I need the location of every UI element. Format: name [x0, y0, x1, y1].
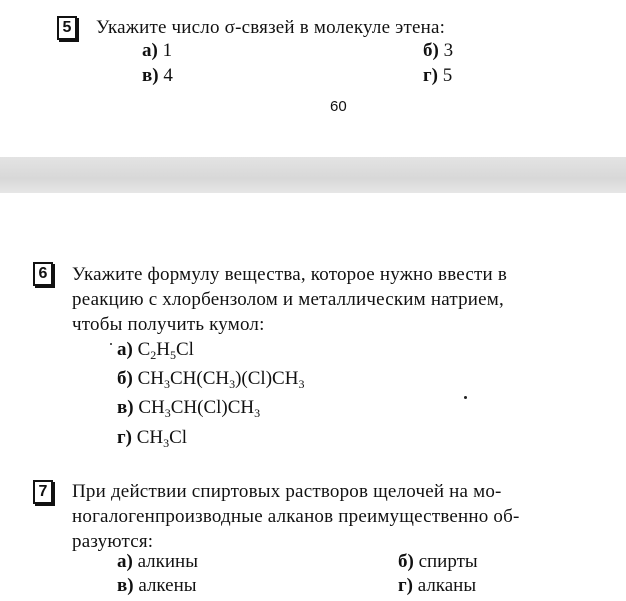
option-value: алкены — [138, 575, 197, 596]
print-speck — [464, 396, 467, 399]
question-7-line-3: разуются: — [72, 531, 154, 552]
q7-option-b — [398, 550, 478, 574]
option-value: 1 — [162, 40, 173, 61]
question-6-line-3: чтобы получить кумол: — [72, 314, 265, 335]
q5-option-a — [142, 39, 172, 63]
option-label: б) — [398, 551, 414, 572]
option-value: алкины — [137, 551, 198, 572]
question-7-line-1: При действии спиртовых растворов щелочей на мо- — [72, 481, 502, 502]
option-value: спирты — [418, 551, 478, 572]
q6-option-d — [117, 426, 187, 450]
formula: $C_2H_5Cl$ — [137, 339, 194, 362]
q6-option-b — [117, 367, 304, 391]
formula: $CH_3CH(CH_3)(Cl)CH_3$ — [137, 368, 305, 391]
q6-option-c — [117, 396, 260, 420]
q6-option-a — [117, 338, 194, 362]
question-number-5: 5 — [57, 16, 77, 40]
print-speck — [110, 343, 112, 345]
q5-option-c — [142, 64, 173, 88]
option-label: а) — [142, 40, 158, 61]
formula: $CH_3CH(Cl)CH_3$ — [138, 397, 261, 420]
option-label: г) — [398, 575, 413, 596]
q7-option-a — [117, 550, 198, 574]
option-label: в) — [117, 397, 134, 418]
question-5-text: Укажите число σ-связей в молекуле этена: — [96, 17, 446, 38]
page-number: 60 — [330, 98, 347, 115]
q7-option-d — [398, 574, 476, 598]
option-label: в) — [142, 65, 159, 86]
option-value: 3 — [443, 40, 454, 61]
q5-option-d — [423, 64, 452, 88]
option-label: б) — [423, 40, 439, 61]
formula: $CH_3Cl$ — [136, 427, 188, 450]
option-label: б) — [117, 368, 133, 389]
option-label: а) — [117, 551, 133, 572]
option-label: г) — [423, 65, 438, 86]
option-value: 5 — [442, 65, 453, 86]
option-label: в) — [117, 575, 134, 596]
question-6-line-1: Укажите формулу вещества, которое нужно ввести в — [72, 264, 508, 285]
q7-option-c — [117, 574, 197, 598]
page-divider — [0, 157, 626, 193]
option-label: а) — [117, 339, 133, 360]
question-number-6: 6 — [33, 262, 53, 286]
option-value: 4 — [163, 65, 173, 86]
question-6-line-2: реакцию с хлорбензолом и металлическим натрием, — [72, 289, 504, 310]
option-value: алканы — [417, 575, 477, 596]
question-7-line-2: ногалогенпроизводные алканов преимущественно об- — [72, 506, 520, 527]
q5-option-b — [423, 39, 453, 63]
question-number-7: 7 — [33, 480, 53, 504]
option-label: г) — [117, 427, 132, 448]
